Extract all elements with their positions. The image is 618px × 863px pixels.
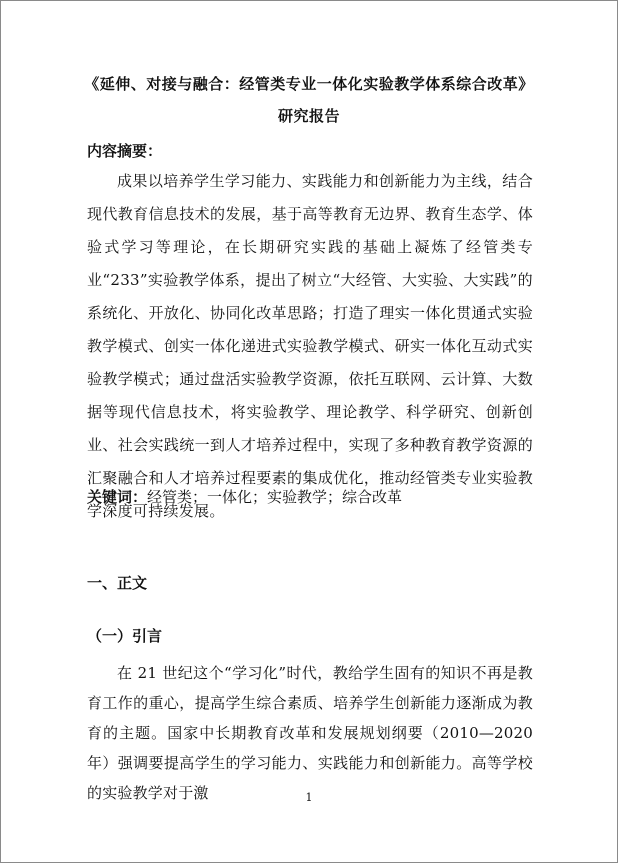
keywords-text: 经管类；一体化；实验教学；综合改革 xyxy=(147,488,403,506)
section-heading: 一、正文 xyxy=(87,574,148,592)
subsection-heading: （一）引言 xyxy=(87,627,163,645)
page-number: 1 xyxy=(305,791,313,804)
report-title: 《延伸、对接与融合：经管类专业一体化实验教学体系综合改革》 xyxy=(84,75,534,93)
body-paragraph: 在 21 世纪这个“学习化”时代，教给学生固有的知识不再是教育工作的重心，提高学生综合素质、培养学生创新能力逐渐成为教育的主题。国家中长期教育改革和发展规划纲要（2010—2020 年）强调要提高学生的学习能力、实践能力和创新能力。高等学校的实验教学对于激 xyxy=(87,664,533,802)
report-subtitle: 研究报告 xyxy=(277,107,340,125)
keywords-label: 关键词： xyxy=(87,488,148,506)
keywords-line xyxy=(87,486,402,507)
abstract-label: 内容摘要： xyxy=(87,142,163,160)
abstract-paragraph: 成果以培养学生学习能力、实践能力和创新能力为主线，结合现代教育信息技术的发展，基于高等教育无边界、教育生态学、体验式学习等理论，在长期研究实践的基础上凝炼了经管类专业“233”实验教学体系，提出了树立“大经管、大实验、大实践”的系统化、开放化、协同化改革思路；打造了理实一体化贯通式实验教学模式、创实一体化递进式实验教学模式、研实一体化互动式实验教学模式；通过盘活实验教学资源，依托互联网、云计算、大数据等现代信息技术，将实验教学、理论教学、科学研究、创新创业、社会实践统一到人才培养过程中，实现了多种教育教学资源的汇聚融合和人才培养过程要素的集成优化，推动经管类专业实验教学深度可持续发展。 xyxy=(87,172,533,520)
